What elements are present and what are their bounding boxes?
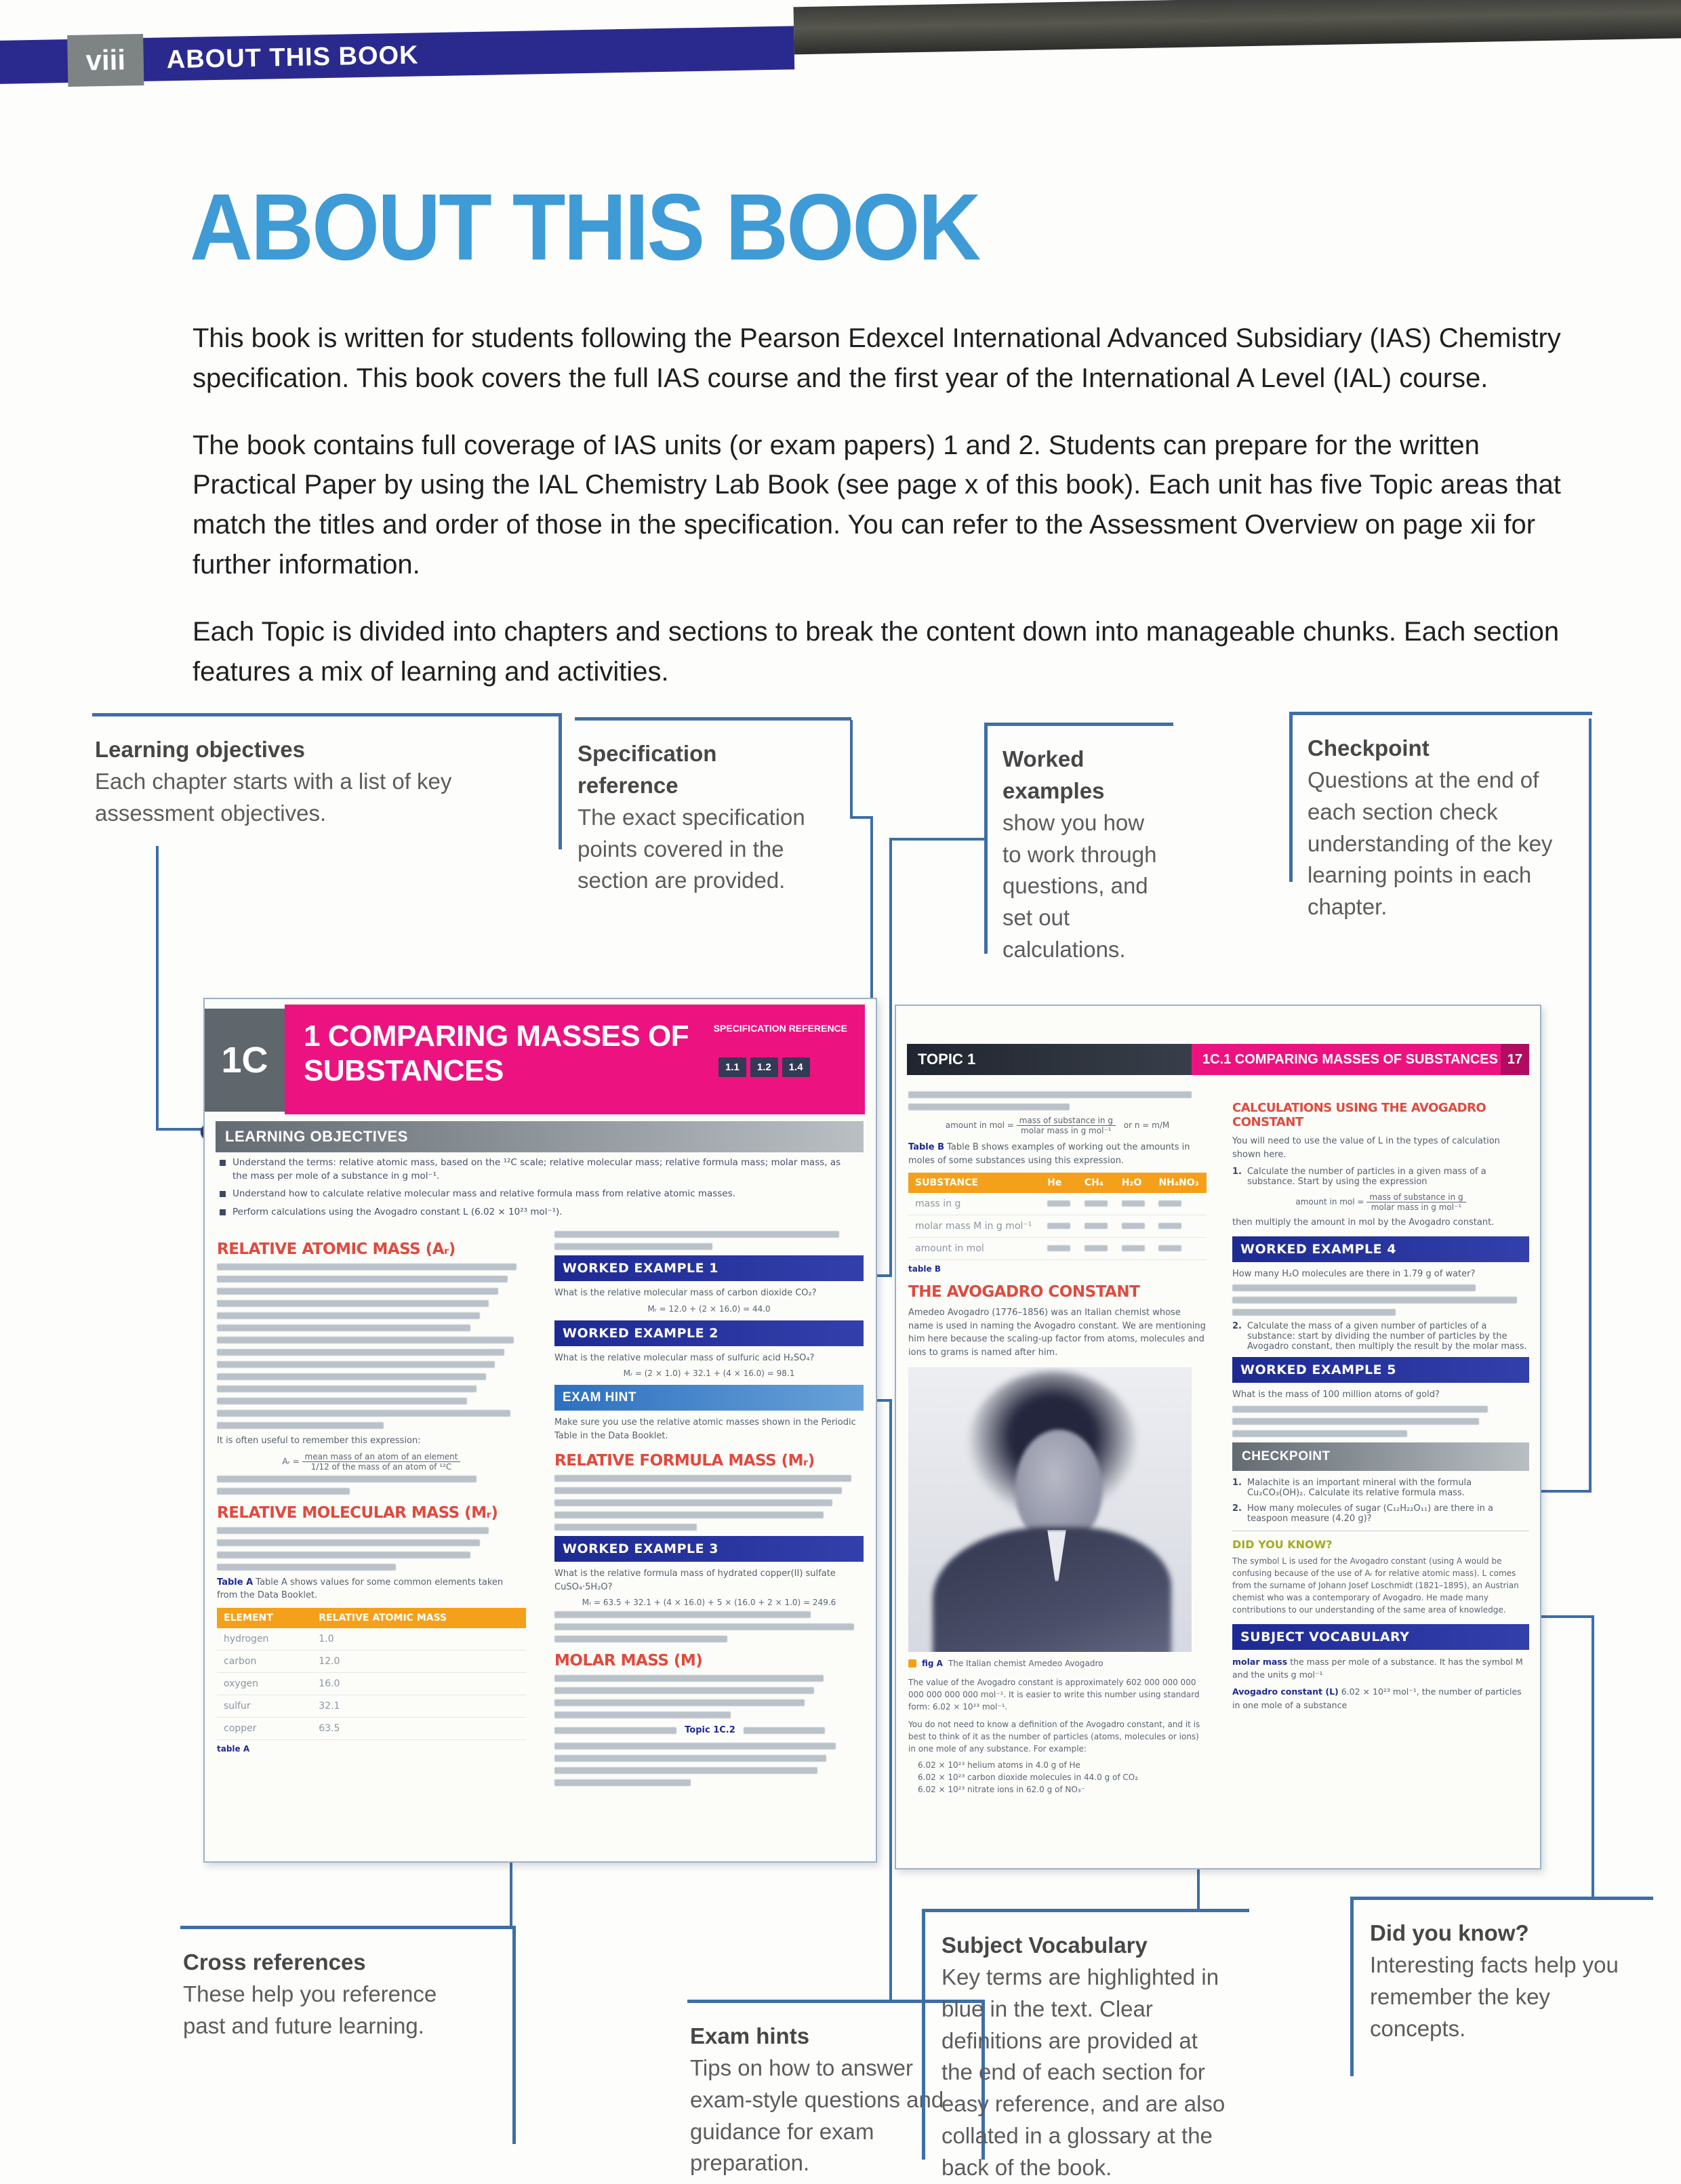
intro-paragraph-2: The book contains full coverage of IAS units (or exam papers) 1 and 2. Students can prepare for the written Practical Paper by using the IAL Chemistry Lab Book (see page x of this book). Each unit has five Topic areas that match the titles and order of those in the specification. You can refer to the Assessment Overview on page xii for further information. bbox=[193, 430, 1561, 580]
worked-example-1-bar: WORKED EXAMPLE 1 bbox=[554, 1255, 864, 1281]
expression-note: It is often useful to remember this expression: bbox=[217, 1436, 421, 1446]
pseudo-text-line bbox=[217, 1552, 470, 1558]
amount-expression-repeat: amount in mol = mass of substance in g molar mass in g mol⁻¹ bbox=[1232, 1192, 1529, 1212]
callout-title: Did you know? bbox=[1370, 1920, 1529, 1945]
table-row: sulfur 32.1 bbox=[217, 1695, 526, 1717]
left-page-column-1 bbox=[217, 1231, 526, 1754]
table-row: oxygen 16.0 bbox=[217, 1672, 526, 1695]
connector-spec-reference bbox=[850, 720, 853, 819]
learning-objectives-list bbox=[220, 1156, 850, 1224]
callout-body: Tips on how to answer exam-style questions and guidance for exam preparation. bbox=[690, 2055, 944, 2176]
pseudo-text-block bbox=[217, 1263, 526, 1429]
worked-example-5-question: What is the mass of 100 million atoms of gold? bbox=[1232, 1390, 1440, 1400]
pseudo-text-line bbox=[217, 1288, 498, 1295]
chapter-code-chip: 1C bbox=[205, 1009, 285, 1112]
pseudo-text-line bbox=[217, 1539, 480, 1546]
checkpoint-item-2: 2. How many molecules of sugar (C₁₂H₂₂O₁₁) are there in a teaspoon measure (4.20 g)? bbox=[1232, 1503, 1493, 1524]
calc-item-1b: then multiply the amount in mol by the Avogadro constant. bbox=[1232, 1217, 1495, 1228]
pseudo-text-line bbox=[1232, 1418, 1479, 1425]
connector-checkpoint bbox=[1536, 1490, 1592, 1493]
pseudo-text-block bbox=[1232, 1406, 1529, 1437]
pseudo-text-block bbox=[217, 1476, 526, 1495]
callout-body: show you how to work through questions, and set out calculations. bbox=[1002, 809, 1157, 963]
section-divider bbox=[1232, 1531, 1529, 1616]
pseudo-text-line bbox=[217, 1276, 508, 1282]
did-you-know-body: The symbol L is used for the Avogadro constant (using A would be confusing because of the use of Aᵣ for relative atomic mass). L comes from the surname of Johann Josef Loschmidt (1821–1895), an Austrian chemist who was a contemporary of Avogadro. He made many contributions to our understanding of the same area of knowledge. bbox=[1232, 1556, 1519, 1615]
callout-body: Interesting facts help you remember the key concepts. bbox=[1370, 1952, 1619, 2041]
callout-title: Specification reference bbox=[578, 741, 717, 798]
pseudo-text-line bbox=[554, 1524, 697, 1531]
callout-body: The exact specification points covered in the section are provided. bbox=[578, 804, 805, 893]
callout-body: These help you reference past and future learning. bbox=[183, 1981, 437, 2038]
exam-hint-bar: EXAM HINT bbox=[554, 1385, 864, 1411]
callout-cross-references bbox=[180, 1926, 516, 2144]
subject-vocabulary-terms bbox=[1232, 1655, 1529, 1712]
connector-checkpoint bbox=[1589, 719, 1592, 1493]
pseudo-text-line bbox=[554, 1487, 842, 1494]
pseudo-text-line bbox=[217, 1564, 396, 1571]
pseudo-text-line bbox=[554, 1611, 811, 1618]
did-you-know-heading: DID YOU KNOW? bbox=[1232, 1537, 1333, 1551]
figure-marker-icon bbox=[908, 1659, 916, 1667]
section-heading-relative-molecular-mass: RELATIVE MOLECULAR MASS (Mᵣ) bbox=[217, 1503, 498, 1522]
pseudo-text-line bbox=[217, 1300, 489, 1307]
worked-example-3-working: Mᵣ = 63.5 + 32.1 + (4 × 16.0) + 5 × (16.0 + 2 × 1.0) = 249.6 bbox=[582, 1598, 836, 1607]
intro-paragraphs bbox=[193, 319, 1575, 719]
mini-page-number: 17 bbox=[1501, 1044, 1529, 1075]
topic-bar: TOPIC 1 bbox=[907, 1044, 1202, 1075]
ar-expression: Aᵣ = mean mass of an atom of an element 1/12 of the mass of an atom of ¹²C bbox=[217, 1452, 526, 1472]
pseudo-text-line bbox=[1232, 1297, 1517, 1303]
table-row: copper 63.5 bbox=[217, 1717, 526, 1739]
pseudo-text-line bbox=[217, 1488, 350, 1495]
pseudo-text-line bbox=[217, 1361, 495, 1368]
worked-example-3-question: What is the relative formula mass of hydrated copper(II) sulfate CuSO₄·5H₂O? bbox=[554, 1569, 836, 1592]
section-heading-relative-atomic-mass: RELATIVE ATOMIC MASS (Aᵣ) bbox=[217, 1240, 455, 1258]
pseudo-text-line bbox=[554, 1779, 691, 1786]
checkpoint-bar: CHECKPOINT bbox=[1232, 1442, 1529, 1471]
callout-title: Cross references bbox=[183, 1949, 366, 1975]
pseudo-text-line bbox=[217, 1527, 489, 1534]
page-title: ABOUT THIS BOOK bbox=[190, 175, 979, 281]
checkpoint-item-1: 1. Malachite is an important mineral with the formula Cu₂CO₃(OH)₂. Calculate its relative formula mass. bbox=[1232, 1477, 1472, 1498]
worked-example-5-bar: WORKED EXAMPLE 5 bbox=[1232, 1357, 1529, 1383]
pseudo-text-line bbox=[217, 1349, 504, 1356]
pseudo-text-line bbox=[554, 1243, 712, 1250]
figure-caption-label: fig A bbox=[922, 1659, 943, 1668]
worked-example-3-bar: WORKED EXAMPLE 3 bbox=[554, 1536, 864, 1562]
table-b: SUBSTANCE He CH₄ H₂O NH₄NO₃ mass in g molar mass M in g mol⁻¹ amount in mol bbox=[908, 1173, 1207, 1260]
table-row: molar mass M in g mol⁻¹ bbox=[908, 1215, 1207, 1238]
worked-example-2-question: What is the relative molecular mass of sulfuric acid H₂SO₄? bbox=[554, 1352, 815, 1363]
avogadro-portrait-image bbox=[908, 1367, 1192, 1652]
callout-did-you-know bbox=[1350, 1897, 1653, 2076]
table-a-caption: table A bbox=[217, 1743, 250, 1754]
pseudo-text-line bbox=[554, 1755, 826, 1762]
connector-learning-objectives bbox=[156, 846, 159, 1131]
header-dark-bar bbox=[794, 0, 1681, 54]
calc-item-2: 2. Calculate the mass of a given number of particles of a substance: start by dividing the number of particles by the Avogadro constant, then multiply the result by the molar mass. bbox=[1232, 1321, 1527, 1352]
spec-reference-chips bbox=[718, 1057, 810, 1077]
callout-worked-examples bbox=[984, 723, 1173, 963]
callout-title: Learning objectives bbox=[95, 737, 305, 762]
learning-objectives-bar: LEARNING OBJECTIVES bbox=[216, 1121, 864, 1152]
pseudo-text-line bbox=[1232, 1285, 1476, 1291]
spec-reference-label: SPECIFICATION REFERENCE bbox=[713, 1023, 847, 1034]
pseudo-text-line bbox=[908, 1091, 1192, 1098]
mini-page-left bbox=[203, 998, 877, 1863]
mini-page-right bbox=[895, 1005, 1541, 1869]
pseudo-text-block bbox=[554, 1231, 864, 1250]
bullet-square-icon bbox=[220, 1160, 226, 1166]
pseudo-text-line bbox=[217, 1398, 467, 1404]
portrait-art bbox=[1015, 1430, 1102, 1543]
connector-worked-examples bbox=[889, 838, 984, 841]
pseudo-text-line bbox=[554, 1687, 814, 1694]
objective-item: Understand the terms: relative atomic mass, based on the ¹²C scale; relative molecular mass; relative formula mass; molar mass, as the mass per mole of a substance in g mol⁻¹. bbox=[220, 1156, 850, 1183]
pseudo-text-block bbox=[217, 1527, 526, 1571]
spec-chip: 1.2 bbox=[750, 1057, 778, 1077]
section-heading-molar-mass: MOLAR MASS (M) bbox=[554, 1652, 703, 1670]
worked-example-4-question: How many H₂O molecules are there in 1.79 g of water? bbox=[1232, 1268, 1476, 1279]
chapter-title: 1 COMPARING MASSES OF SUBSTANCES bbox=[304, 1019, 689, 1087]
pseudo-text-block bbox=[554, 1475, 864, 1531]
pseudo-text-line bbox=[554, 1499, 832, 1506]
connector-exam-hints bbox=[889, 1399, 892, 2001]
pseudo-text-line bbox=[554, 1512, 824, 1518]
calculations-intro: You will need to use the value of L in the types of calculation shown here. bbox=[1232, 1136, 1500, 1160]
molar-mass-reference-line bbox=[554, 1724, 864, 1737]
callout-subject-vocabulary bbox=[922, 1909, 1249, 2181]
pseudo-text-line bbox=[217, 1373, 486, 1380]
bullet-square-icon bbox=[220, 1209, 226, 1215]
table-b-caption: table B bbox=[908, 1264, 941, 1274]
callout-title: Subject Vocabulary bbox=[941, 1933, 1148, 1958]
avogadro-value-text: The value of the Avogadro constant is approximately 602 000 000 000 000 000 000 000 mol⁻¹. It is easier to write this number using standard form: 6.02 × 10²³ mol⁻¹. bbox=[908, 1678, 1200, 1712]
right-page-column-1 bbox=[908, 1091, 1207, 1796]
pseudo-text-line bbox=[217, 1312, 480, 1319]
figure-caption-row bbox=[908, 1657, 1207, 1670]
pseudo-text-line bbox=[744, 1727, 825, 1734]
table-b-intro: Table B Table B shows examples of working out the amounts in moles of some substances using this expression. bbox=[908, 1142, 1190, 1166]
pseudo-text-line bbox=[217, 1324, 470, 1331]
callout-body: Each chapter starts with a list of key assessment objectives. bbox=[95, 768, 452, 826]
pseudo-text-line bbox=[1232, 1309, 1396, 1316]
pseudo-text-line bbox=[554, 1699, 805, 1706]
callout-body: Key terms are highlighted in blue in the text. Clear definitions are provided at the end of each section for easy reference, and are also collated in a glossary at the back of the book. bbox=[941, 1964, 1226, 2181]
amount-expression: amount in mol = mass of substance in g molar mass in g mol⁻¹ or n = m/M bbox=[945, 1116, 1170, 1135]
pseudo-text-line bbox=[217, 1422, 384, 1429]
connector-spec-reference bbox=[850, 816, 873, 819]
cross-reference-link: Topic 1C.2 bbox=[685, 1725, 735, 1735]
page-number-chip: viii bbox=[67, 34, 144, 87]
callout-learning-objectives bbox=[92, 713, 562, 849]
callout-body: Questions at the end of each section check understanding of the key learning points in each chapter. bbox=[1308, 767, 1553, 920]
pseudo-text-line bbox=[1232, 1430, 1407, 1437]
pseudo-text-line bbox=[1232, 1406, 1488, 1413]
pseudo-text-line bbox=[554, 1475, 851, 1482]
pseudo-text-line bbox=[217, 1476, 477, 1482]
pseudo-text-line bbox=[908, 1104, 1070, 1110]
section-bar: 1C.1 COMPARING MASSES OF SUBSTANCES bbox=[1192, 1044, 1512, 1075]
table-row: amount in mol bbox=[908, 1238, 1207, 1260]
objective-item: Perform calculations using the Avogadro constant L (6.02 × 10²³ mol⁻¹). bbox=[220, 1206, 850, 1219]
intro-paragraph-3: Each Topic is divided into chapters and sections to break the content down into manageable chunks. Each section features a mix of learning and activities. bbox=[193, 616, 1560, 687]
pseudo-text-line bbox=[554, 1675, 824, 1682]
pseudo-text-block bbox=[554, 1675, 864, 1718]
pseudo-text-line bbox=[554, 1767, 817, 1774]
table-row: mass in g bbox=[908, 1193, 1207, 1215]
right-page-column-2 bbox=[1232, 1091, 1529, 1716]
pseudo-text-line bbox=[554, 1743, 836, 1750]
connector-learning-objectives bbox=[156, 1128, 203, 1131]
pseudo-text-line bbox=[554, 1231, 839, 1238]
connector-did-you-know bbox=[1537, 1615, 1594, 1618]
pseudo-text-block bbox=[908, 1091, 1207, 1110]
top-header-band bbox=[0, 0, 1681, 150]
pseudo-text-line bbox=[217, 1337, 514, 1343]
left-page-column-2 bbox=[554, 1231, 864, 1792]
objective-item: Understand how to calculate relative molecular mass and relative formula mass from relative atomic masses. bbox=[220, 1188, 850, 1201]
callout-checkpoint bbox=[1289, 712, 1592, 920]
chapter-title-band bbox=[285, 1005, 865, 1114]
spec-chip: 1.1 bbox=[718, 1057, 746, 1077]
figure-caption-text: The Italian chemist Amedeo Avogadro bbox=[948, 1659, 1103, 1668]
pseudo-text-line bbox=[554, 1623, 854, 1630]
worked-example-2-working: Mᵣ = (2 × 1.0) + 32.1 + (4 × 16.0) = 98.1 bbox=[623, 1369, 795, 1378]
pseudo-text-block bbox=[554, 1743, 864, 1786]
table-a: ELEMENT RELATIVE ATOMIC MASS hydrogen 1.0 carbon 12.0 oxygen 16.0 sulfur 32.1 copper 63.5 bbox=[217, 1608, 526, 1740]
worked-example-2-bar: WORKED EXAMPLE 2 bbox=[554, 1320, 864, 1346]
connector-worked-examples bbox=[889, 838, 892, 1277]
worked-example-1-question: What is the relative molecular mass of carbon dioxide CO₂? bbox=[554, 1288, 817, 1298]
worked-example-4-bar: WORKED EXAMPLE 4 bbox=[1232, 1236, 1529, 1262]
vocabulary-term: molar mass the mass per mole of a substance. It has the symbol M and the units g mol⁻¹ bbox=[1232, 1656, 1523, 1680]
table-row: carbon 12.0 bbox=[217, 1650, 526, 1672]
pseudo-text-line bbox=[554, 1727, 676, 1734]
section-heading-avogadro-constant: THE AVOGADRO CONSTANT bbox=[908, 1283, 1140, 1301]
pseudo-text-line bbox=[217, 1386, 477, 1392]
callout-title: Exam hints bbox=[690, 2023, 810, 2048]
header-running-title: ABOUT THIS BOOK bbox=[166, 41, 419, 75]
table-a-intro: Table A Table A shows values for some common elements taken from the Data Booklet. bbox=[217, 1577, 504, 1600]
calc-item-1: 1. Calculate the number of particles in a given mass of a substance. Start by using the expression bbox=[1232, 1167, 1486, 1187]
callout-title: Worked examples bbox=[1002, 746, 1105, 803]
intro-paragraph-1: This book is written for students following the Pearson Edexcel International Advanced Subsidiary (IAS) Chemistry specification. This book covers the full IAS course and the first year of the International A Level (IAL) course. bbox=[193, 323, 1561, 393]
pseudo-text-block bbox=[554, 1611, 864, 1642]
vocabulary-term: Avogadro constant (L) 6.02 × 10²³ mol⁻¹, the number of particles in one mole of a substance bbox=[1232, 1686, 1522, 1710]
subject-vocabulary-bar: SUBJECT VOCABULARY bbox=[1232, 1624, 1529, 1650]
table-row: hydrogen 1.0 bbox=[217, 1628, 526, 1651]
spec-chip: 1.4 bbox=[782, 1057, 810, 1077]
pseudo-text-line bbox=[217, 1410, 510, 1417]
avogadro-note: You do not need to know a definition of the Avogadro constant, and it is best to think of it as the number of particles (atoms, molecules or ions) in one mole of any substance. For example: bbox=[908, 1720, 1200, 1754]
pseudo-text-line bbox=[554, 1712, 731, 1718]
section-heading-calculations: CALCULATIONS USING THE AVOGADRO CONSTANT bbox=[1232, 1101, 1486, 1129]
pseudo-text-line bbox=[217, 1263, 517, 1270]
pseudo-text-line bbox=[554, 1636, 727, 1642]
callout-specification-reference bbox=[575, 717, 851, 893]
avogadro-examples: 6.02 × 10²³ helium atoms in 4.0 g of He 6.02 × 10²³ carbon dioxide molecules in 44.0 g of CO₂ 6.02 × 10²³ nitrate ions in 62.0 g of NO₃⁻ bbox=[918, 1760, 1139, 1794]
avogadro-intro: Amedeo Avogadro (1776–1856) was an Italian chemist whose name is used in naming the Avogadro constant. We are mentioning him here because the scaling-up factor from atoms, molecules and ions to grams is named after him. bbox=[908, 1308, 1206, 1358]
pseudo-text-block bbox=[1232, 1285, 1529, 1316]
bullet-square-icon bbox=[220, 1191, 226, 1197]
worked-example-1-working: Mᵣ = 12.0 + (2 × 16.0) = 44.0 bbox=[647, 1303, 771, 1314]
connector-did-you-know bbox=[1592, 1615, 1594, 1898]
exam-hint-body: Make sure you use the relative atomic masses shown in the Periodic Table in the Data Booklet. bbox=[554, 1417, 856, 1441]
callout-title: Checkpoint bbox=[1308, 735, 1430, 761]
section-heading-relative-formula-mass: RELATIVE FORMULA MASS (Mᵣ) bbox=[554, 1452, 815, 1470]
